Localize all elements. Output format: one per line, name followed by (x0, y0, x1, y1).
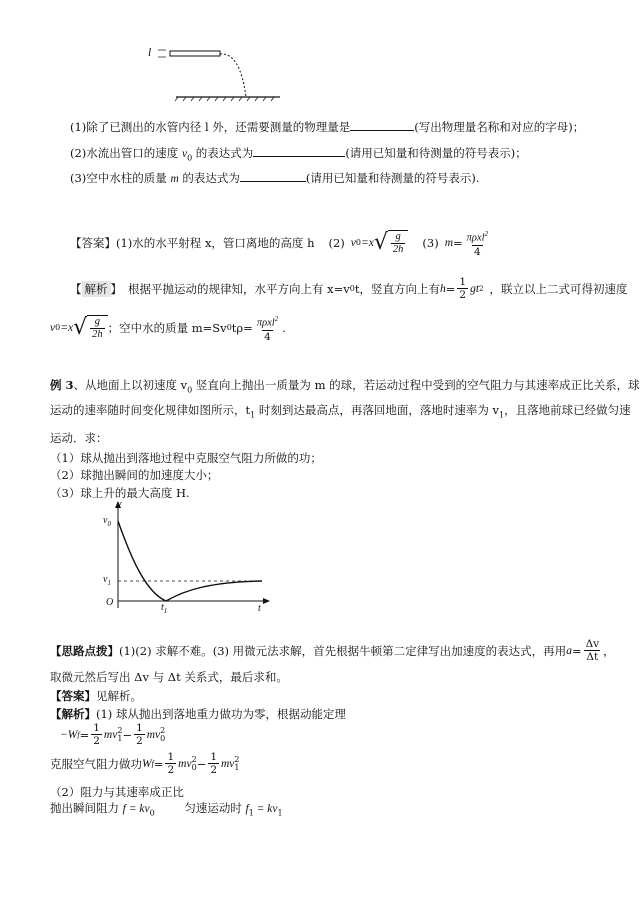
example3-line-2: 运动的速率随时间变化规律如图所示，$t_1$ 时刻到达最高点，再落回地面，落地时速率为 $v_1$，且落地前球已经做匀速 (50, 403, 631, 420)
question-3: (3)空中水柱的质量 m 的表达式为 (请用已知量和待测量的符号表示). (70, 171, 480, 185)
hint-line-2: 取微元然后写出 Δv 与 Δt 关系式，最后求和。 (50, 670, 288, 684)
v-axis-label: v (117, 499, 122, 510)
question-1: (1)除了已测出的水管内径 l 外，还需要测量的物理量是 (写出物理量名称和对应的字母)； (70, 120, 585, 134)
resistance-line: 抛出瞬间阻力 $f = kv_0$ 匀速运动时 $f_1 = kv_1$ (50, 801, 283, 818)
analysis-line-2: v 0 =x √ $\frac{g}{2h}$ ；空中水的质量 m=Sv 0 tρ= $\frac{\pi\rho xl^2}{4}$ . (50, 314, 286, 343)
velocity-curve (118, 521, 262, 601)
answer-label: 【答案】 (70, 235, 116, 250)
example3-question-1: （1）球从抛出到落地过程中克服空气阻力所做的功； (50, 451, 322, 465)
label-l: l (148, 47, 152, 59)
v1-tick-label: $v_1$ (103, 574, 111, 587)
example3-question-3: （3）球上升的最大高度 H. (50, 486, 190, 500)
t-axis-arrow (263, 598, 270, 604)
example3-line-3: 运动．求： (50, 431, 108, 445)
energy-equation: −W f = $\frac{1}{2}$ mv 2 1 − $\frac{1}{2}$ mv 2 0 (60, 722, 166, 747)
origin-label: O (106, 597, 114, 608)
answer-blank-1 (350, 119, 414, 131)
analysis2-part2: （2）阻力与其速率成正比 (50, 785, 184, 799)
example3-label: 例 3 (50, 378, 74, 392)
pipe (170, 51, 220, 56)
example3-question-2: （2）球抛出瞬间的加速度大小； (50, 468, 219, 482)
answer-blank-2 (253, 145, 345, 157)
analysis2-line-1: 【解析】(1) 球从抛出到落地重力做功为零，根据动能定理 (50, 707, 346, 721)
t1-tick-label: $t_1$ (161, 602, 168, 615)
answer2-line: 【答案】见解析。 (50, 689, 142, 703)
velocity-time-graph (100, 500, 280, 618)
hint-line-1: 【思路点拨】 (1)(2) 求解不难。(3) 用微元法求解，首先根据牛顿第二定律写出加速度的表达式，再用 a = $\frac{\Delta v}{\Delta t}$ ， (50, 638, 615, 663)
example3-line-1: 例 3、从地面上以初速度 $v_0$ 竖直向上抛出一质量为 m 的球，若运动过程中受到的空气阻力与其速率成正比关系，球 (50, 378, 640, 395)
analysis-line-1: 【 解析 】 根据平抛运动的规律知，水平方向上有 x=v 0 t，竖直方向上有 h = $\frac{1}{2}$ gt 2 ，联立以上二式可得初速度 (70, 276, 628, 301)
v0-tick-label: $v_0$ (103, 515, 111, 528)
answer-block: 【答案】 (1)水的水平射程 x，管口离地的高度 h (2) v 0 =x √ $\frac{g}{2h}$ (3) m = $\frac{\pi\rho xl^2}{4}$ (70, 229, 489, 258)
analysis-label: 解析 (82, 281, 111, 297)
t-axis-label: t (258, 603, 261, 614)
water-arc (220, 54, 246, 97)
answer-blank-3 (240, 170, 306, 182)
work-equation: 克服空气阻力做功 W f = $\frac{1}{2}$ mv 2 0 − $\frac{1}{2}$ mv 2 1 (50, 751, 240, 776)
pipe-figure (140, 40, 300, 105)
hint-label: 【思路点拨】 (50, 643, 119, 658)
question-2: (2)水流出管口的速度 $v_0$ 的表达式为 (请用已知量和待测量的符号表示)； (70, 146, 527, 163)
